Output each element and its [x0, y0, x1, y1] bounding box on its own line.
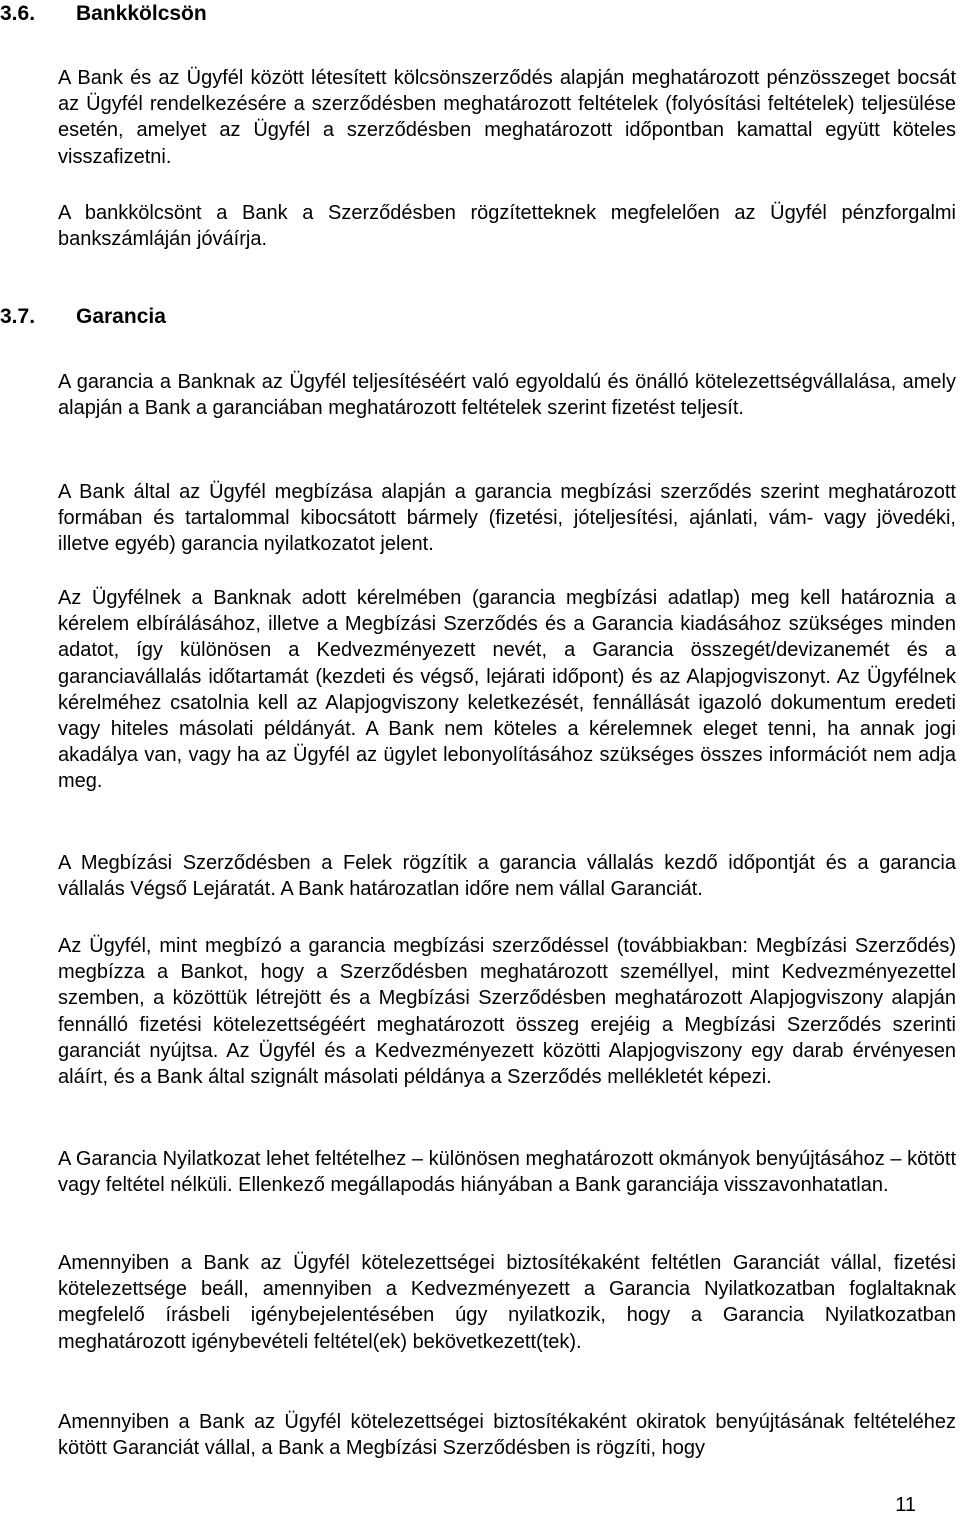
paragraph: Amennyiben a Bank az Ügyfél kötelezettségei biztosítékaként feltétlen Garanciát vállal, fizetési kötelezettsége beáll, amennyiben a Kedvezményezett a Garancia Nyilatkozatban foglaltaknak megfelelő írásbeli igénybejelentésében úgy nyilatkozik, hogy a Garancia Nyilatkozatban meghatározott igénybevételi feltétel(ek) bekövetkezett(tek).: [58, 1252, 956, 1353]
paragraph: A Garancia Nyilatkozat lehet feltételhez – különösen meghatározott okmányok benyújtásához – kötött vagy feltétel nélküli. Ellenkező megállapodás hiányában a Bank garanciája visszavonhatatlan.: [58, 1148, 956, 1197]
paragraph: A Megbízási Szerződésben a Felek rögzítik a garancia vállalás kezdő időpontját és a garancia vállalás Végső Lejáratát. A Bank határozatlan időre nem vállal Garanciát.: [58, 852, 956, 901]
page-number: 11: [895, 1494, 916, 1516]
paragraph: Az Ügyfélnek a Banknak adott kérelmében (garancia megbízási adatlap) meg kell határoznia a kérelem elbírálásához, illetve a Megbízási Szerződés és a Garancia kiadásához szükséges minden adatot, így különösen a Kedvezményezett nevét, a Garancia összegét/devizanemét és a garanciavállalás időtartamát (kezdeti és végső, lejárati időpont) és az Alapjogviszonyt. Az Ügyfélnek kérelméhez csatolnia kell az Alapjogviszony keletkezését, fennállását igazoló dokumentum eredeti vagy hiteles másolati példányát. A Bank nem köteles a kérelemnek eleget tenni, ha annak jogi akadálya van, vagy ha az Ügyfél az ügylet lebonyolításához szükséges összes információt nem adja meg.: [58, 587, 956, 793]
section-number: 3.7.: [0, 305, 36, 328]
paragraph: A bankkölcsönt a Bank a Szerződésben rögzítetteknek megfelelően az Ügyfél pénzforgalmi bankszámláján jóváírja.: [58, 202, 956, 251]
paragraph: Amennyiben a Bank az Ügyfél kötelezettségei biztosítékaként okiratok benyújtásának feltételéhez kötött Garanciát vállal, a Bank a Megbízási Szerződésben is rögzíti, hogy: [58, 1411, 956, 1460]
section-heading-3-6: [0, 1, 207, 27]
paragraph: Az Ügyfél, mint megbízó a garancia megbízási szerződéssel (továbbiakban: Megbízási Szerződés) megbízza a Bankot, hogy a Szerződésben meghatározott személlyel, mint Kedvezményezettel szemben, a közöttük létrejött és a Megbízási Szerződésben meghatározott Alapjogviszony alapján fennálló fizetési kötelezettségéért meghatározott összeg erejéig a Megbízási Szerződés szerinti garanciát nyújtsa. Az Ügyfél és a Kedvezményezett közötti Alapjogviszony egy darab érvényesen aláírt, és a Bank által szignált másolati példánya a Szerződés mellékletét képezi.: [58, 935, 956, 1089]
section-title: Bankkölcsön: [76, 2, 207, 25]
section-title: Garancia: [76, 305, 166, 328]
section-number: 3.6.: [0, 2, 36, 25]
section-heading-3-7: [0, 304, 166, 330]
paragraph: A Bank által az Ügyfél megbízása alapján a garancia megbízási szerződés szerint meghatározott formában és tartalommal kibocsátott bármely (fizetési, jóteljesítési, ajánlati, vám- vagy jövedéki, illetve egyéb) garancia nyilatkozatot jelent.: [58, 481, 956, 556]
paragraph: A Bank és az Ügyfél között létesített kölcsönszerződés alapján meghatározott pénzösszeget bocsát az Ügyfél rendelkezésére a szerződésben meghatározott feltételek (folyósítási feltételek) teljesülése esetén, amelyet az Ügyfél a szerződésben meghatározott időpontban kamattal együtt köteles visszafizetni.: [58, 67, 956, 168]
paragraph: A garancia a Banknak az Ügyfél teljesítéséért való egyoldalú és önálló kötelezettségvállalása, amely alapján a Bank a garanciában meghatározott feltételek szerint fizetést teljesít.: [58, 371, 956, 420]
